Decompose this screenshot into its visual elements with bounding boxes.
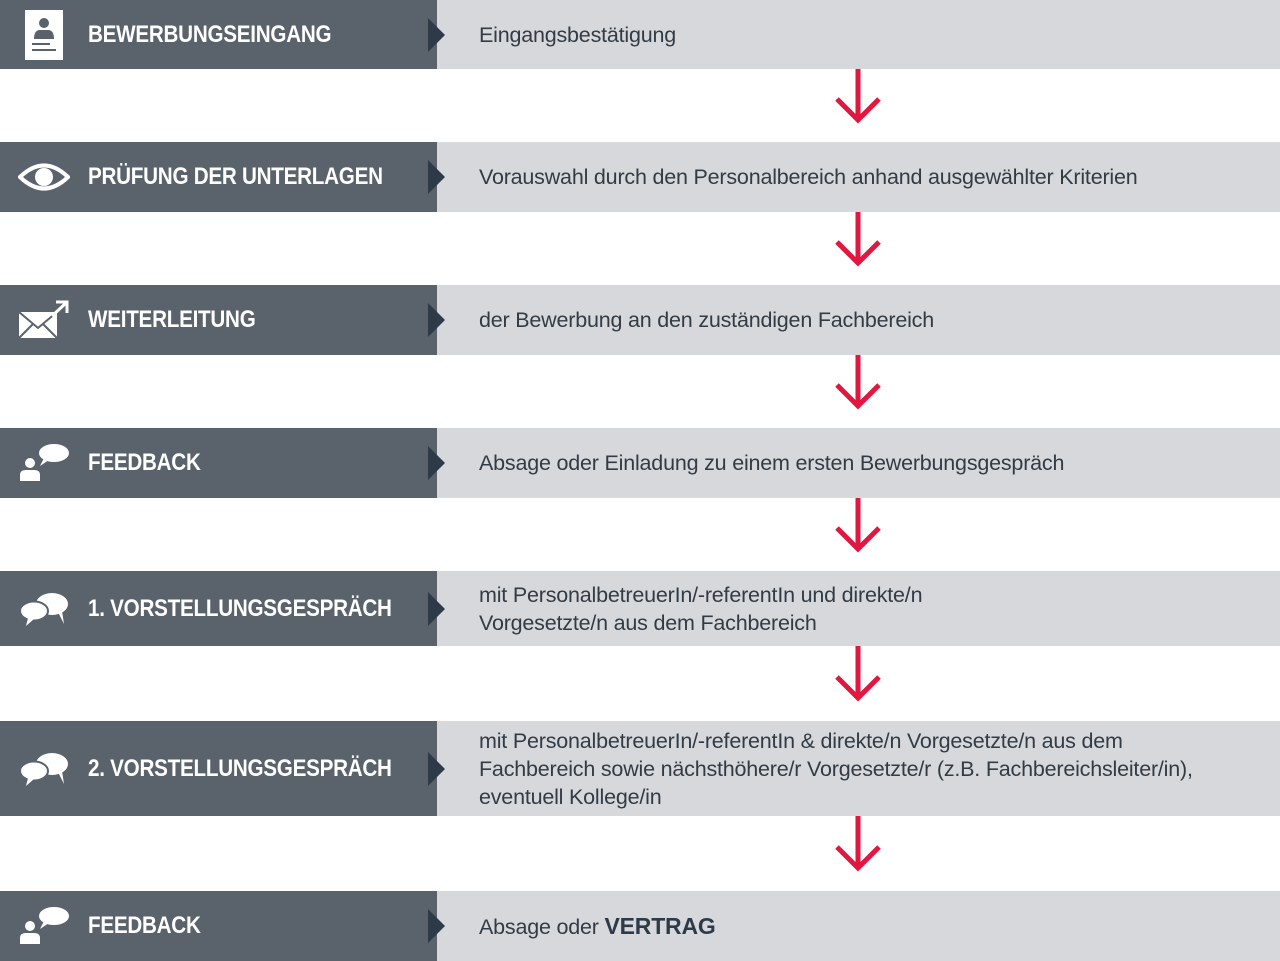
step-description-panel [437, 142, 1280, 212]
arrow-down-icon [832, 498, 884, 571]
step-title: BEWERBUNGSEINGANG [88, 20, 332, 48]
two-speech-bubbles-icon [18, 747, 70, 791]
pointer-triangle-icon [428, 909, 445, 943]
step-header [0, 428, 437, 498]
step-description-panel [437, 721, 1280, 816]
step-title: 2. VORSTELLUNGSGESPRÄCH [88, 754, 392, 782]
step-description-panel [437, 285, 1280, 355]
step-description-panel [437, 891, 1280, 961]
step-title: FEEDBACK [88, 449, 201, 476]
arrow-down-icon [832, 355, 884, 428]
person-speech-bubble-icon [18, 441, 70, 485]
description-line: Fachbereich sowie nächsthöhere/r Vorgesetzte/r (z.B. Fachbereichsleiter/in), [479, 756, 1193, 781]
step-title: PRÜFUNG DER UNTERLAGEN [88, 163, 383, 190]
step-header [0, 721, 437, 816]
step-description: Vorauswahl durch den Personalbereich anhand ausgewählter Kriterien [479, 165, 1138, 189]
step-header [0, 285, 437, 355]
pointer-triangle-icon [428, 160, 445, 194]
step-description-panel [437, 0, 1280, 69]
envelope-forward-icon [18, 298, 70, 342]
step-header [0, 0, 437, 69]
arrow-down-icon [832, 69, 884, 142]
step-description-panel [437, 428, 1280, 498]
description-line: Vorgesetzte/n aus dem Fachbereich [479, 610, 817, 635]
step-description-panel [437, 571, 1280, 646]
arrow-down-icon [832, 816, 884, 891]
process-step-bewerbungseingang [0, 0, 1280, 69]
two-speech-bubbles-icon [18, 587, 70, 631]
pointer-triangle-icon [428, 752, 445, 786]
pointer-triangle-icon [428, 592, 445, 626]
process-step-feedback-2 [0, 891, 1280, 961]
process-step-vorstellungsgespraech-1 [0, 571, 1280, 646]
arrow-down-icon [832, 212, 884, 285]
step-title: 1. VORSTELLUNGSGESPRÄCH [88, 594, 392, 622]
process-step-feedback-1 [0, 428, 1280, 498]
step-description: der Bewerbung an den zuständigen Fachbereich [479, 308, 934, 332]
arrow-down-icon [832, 646, 884, 721]
process-step-vorstellungsgespraech-2 [0, 721, 1280, 816]
step-description [479, 581, 922, 637]
person-speech-bubble-icon [18, 904, 70, 948]
description-line: eventuell Kollege/in [479, 784, 662, 809]
step-title: FEEDBACK [88, 912, 201, 939]
step-header [0, 571, 437, 646]
description-emphasis: VERTRAG [604, 912, 716, 939]
process-step-weiterleitung [0, 285, 1280, 355]
description-line: mit PersonalbetreuerIn/-referentIn und direkte/n [479, 582, 923, 607]
pointer-triangle-icon [428, 303, 445, 337]
step-description: Eingangsbestätigung [479, 22, 677, 47]
step-description: Absage oder Einladung zu einem ersten Bewerbungsgespräch [479, 451, 1065, 475]
step-header [0, 142, 437, 212]
step-header [0, 891, 437, 961]
applicant-document-icon [18, 13, 70, 57]
description-line: mit PersonalbetreuerIn/-referentIn & direkte/n Vorgesetzte/n aus dem [479, 728, 1123, 753]
pointer-triangle-icon [428, 446, 445, 480]
process-step-pruefung [0, 142, 1280, 212]
step-description [479, 727, 1193, 811]
step-description [479, 912, 716, 941]
description-prefix: Absage oder [479, 914, 605, 939]
step-title: WEITERLEITUNG [88, 306, 256, 333]
eye-icon [18, 155, 70, 199]
pointer-triangle-icon [428, 18, 445, 52]
